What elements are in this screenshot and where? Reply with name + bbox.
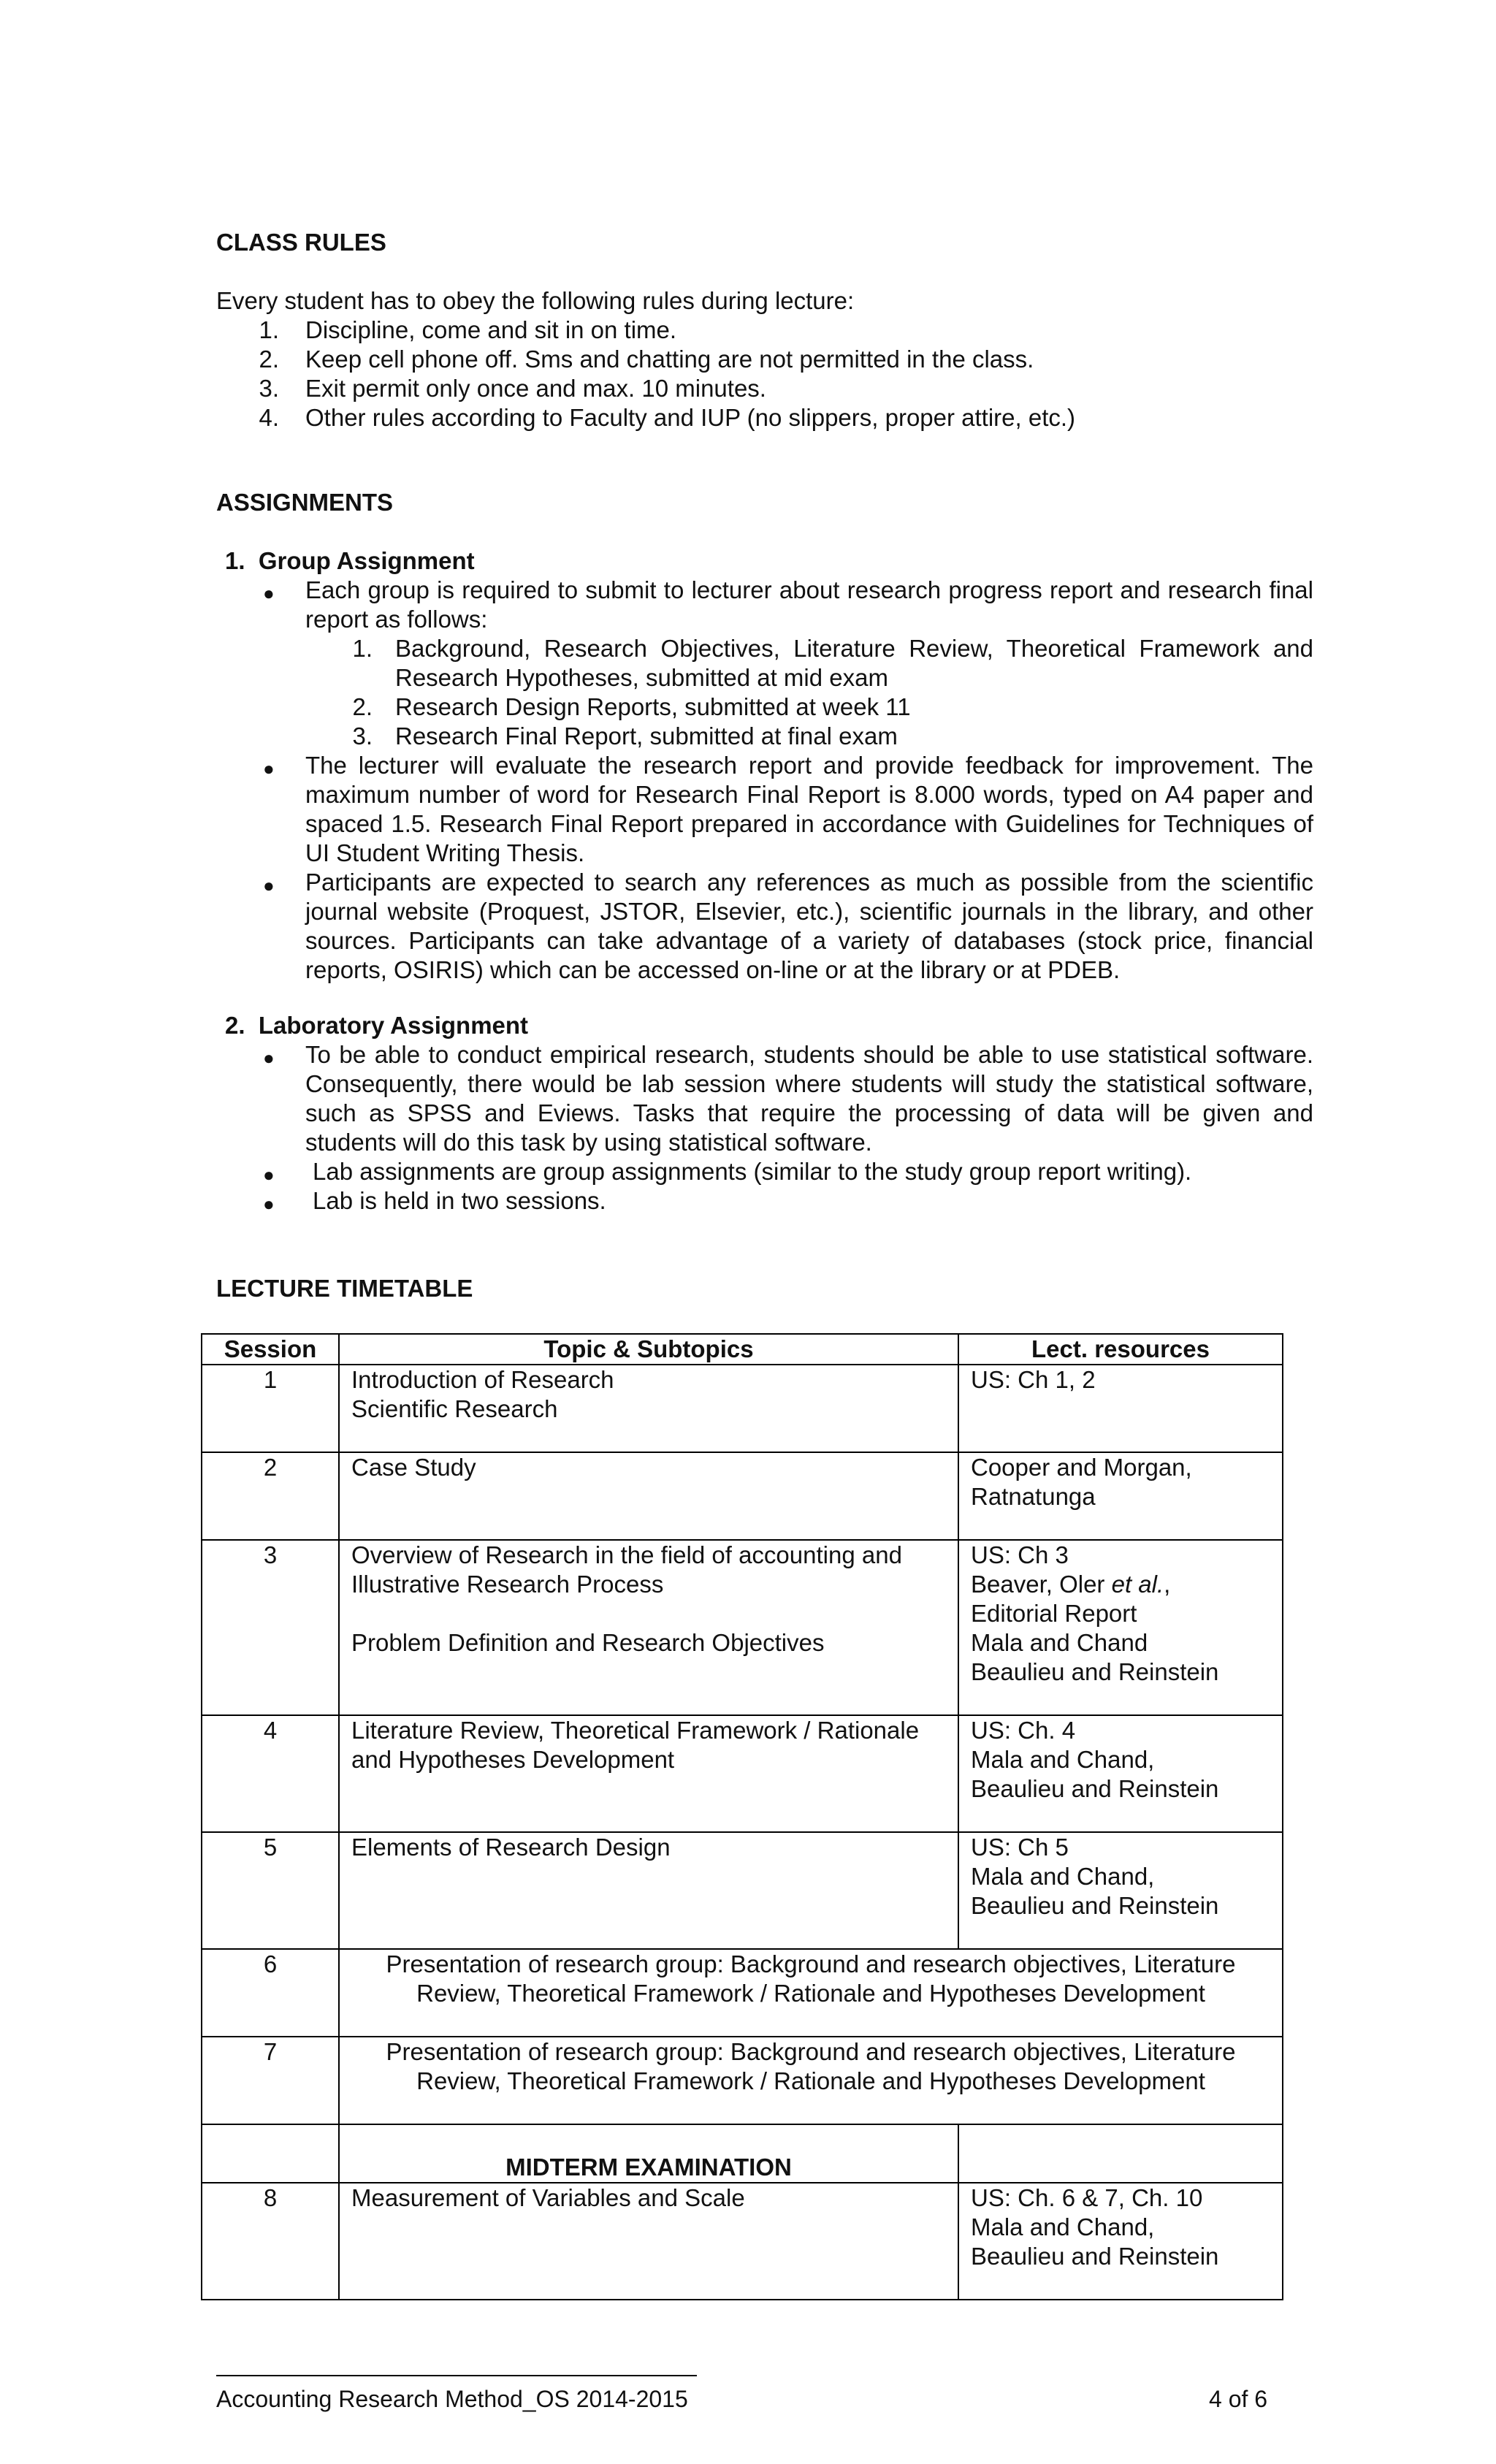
bullet-icon: ● (263, 582, 275, 604)
bullet-icon: ● (263, 758, 275, 779)
midterm-label: MIDTERM EXAMINATION (339, 2124, 958, 2183)
group-assignment-evaluation: The lecturer will evaluate the research report and provide feedback for improvement. The maximum number of word for Research Final Report is 8.000 words, typed on A4 paper and spaced 1.5. Research Final Report prepared in accordance with Guidelines for Techniques of UI Student Writing Thesis. (305, 752, 1313, 866)
list-item: Keep cell phone off. Sms and chatting are not permitted in the class. (305, 346, 1034, 373)
class-rules-intro: Every student has to obey the following rules during lecture: (216, 287, 855, 314)
footer-divider (216, 2375, 697, 2376)
table-row (202, 2183, 1283, 2300)
table-header-row (202, 1334, 1283, 1365)
footer-document-title: Accounting Research Method_OS 2014-2015 (216, 2386, 688, 2412)
session-number: 3 (202, 1540, 339, 1715)
lecture-timetable (201, 1333, 1283, 2300)
table-row (202, 1949, 1283, 2037)
session-number: 4 (202, 1715, 339, 1832)
session-number: 6 (202, 1949, 339, 2037)
table-row (202, 1452, 1283, 1540)
session-number: 5 (202, 1832, 339, 1949)
table-row-midterm (202, 2124, 1283, 2183)
column-header-resources: Lect. resources (958, 1334, 1283, 1365)
table-row (202, 1540, 1283, 1715)
session-number: 8 (202, 2183, 339, 2300)
table-row (202, 2037, 1283, 2124)
resources-cell: US: Ch. 6 & 7, Ch. 10 Mala and Chand, Beaulieu and Reinstein (958, 2183, 1283, 2300)
list-item: Other rules according to Faculty and IUP (no slippers, proper attire, etc.) (305, 404, 1076, 431)
group-assignment-references: Participants are expected to search any references as much as possible from the scientific journal website (Proquest, JSTOR, Elsevier, etc.), scientific journals in the library, and other sources. Participants can take advantage of a variety of databases (stock price, financial reports, OSIRIS) which can be accessed on-line or at the library or at PDEB. (305, 869, 1313, 983)
class-rules-heading: CLASS RULES (216, 229, 386, 256)
list-item: Research Design Reports, submitted at week 11 (395, 693, 911, 720)
bullet-icon: ● (263, 1193, 275, 1215)
lab-assignment-sessions: Lab is held in two sessions. (313, 1187, 606, 1214)
bullet-icon: ● (263, 874, 275, 896)
topic-cell: Case Study (339, 1452, 958, 1540)
topic-cell: Measurement of Variables and Scale (339, 2183, 958, 2300)
bullet-icon: ● (263, 1047, 275, 1069)
group-assignment-intro: Each group is required to submit to lecturer about research progress report and research final report as follows: (305, 576, 1313, 633)
lab-assignment-group: Lab assignments are group assignments (similar to the study group report writing). (313, 1158, 1192, 1185)
merged-topic-cell: Presentation of research group: Background and research objectives, Literature Review, Theoretical Framework / Rationale and Hypotheses Development (339, 1949, 1283, 2037)
resources-cell: US: Ch 5 Mala and Chand, Beaulieu and Reinstein (958, 1832, 1283, 1949)
table-row (202, 1365, 1283, 1452)
column-header-topic: Topic & Subtopics (339, 1334, 958, 1365)
lab-assignment-description: To be able to conduct empirical research, students should be able to use statistical software. Consequently, there would be lab session where students will study the statistical software, such as SPSS and Eviews. Tasks that require the processing of data will be given and students will do this task by using statistical software. (305, 1041, 1313, 1156)
topic-cell: Elements of Research Design (339, 1832, 958, 1949)
list-item: Exit permit only once and max. 10 minutes. (305, 375, 766, 402)
session-number: 1 (202, 1365, 339, 1452)
footer-page-number: 4 of 6 (1209, 2386, 1268, 2412)
session-number: 2 (202, 1452, 339, 1540)
lab-assignment-title: 2. Laboratory Assignment (225, 1012, 529, 1039)
resources-cell: US: Ch 3 Beaver, Oler et al., Editorial Report Mala and Chand Beaulieu and Reinstein (958, 1540, 1283, 1715)
table-row (202, 1715, 1283, 1832)
merged-topic-cell: Presentation of research group: Background and research objectives, Literature Review, Theoretical Framework / Rationale and Hypotheses Development (339, 2037, 1283, 2124)
assignments-heading: ASSIGNMENTS (216, 489, 394, 516)
resources-cell: Cooper and Morgan, Ratnatunga (958, 1452, 1283, 1540)
table-row (202, 1832, 1283, 1949)
group-assignment-title: 1. Group Assignment (225, 547, 475, 574)
resources-cell: US: Ch 1, 2 (958, 1365, 1283, 1452)
topic-cell: Introduction of Research Scientific Research (339, 1365, 958, 1452)
resources-cell: US: Ch. 4 Mala and Chand, Beaulieu and Reinstein (958, 1715, 1283, 1832)
list-item: Research Final Report, submitted at final exam (395, 722, 898, 750)
topic-cell: Literature Review, Theoretical Framework / Rationale and Hypotheses Development (339, 1715, 958, 1832)
timetable-heading: LECTURE TIMETABLE (216, 1275, 473, 1302)
column-header-session: Session (202, 1334, 339, 1365)
session-number: 7 (202, 2037, 339, 2124)
list-item: Background, Research Objectives, Literature Review, Theoretical Framework and Research Hypotheses, submitted at mid exam (395, 635, 1313, 691)
list-item: Discipline, come and sit in on time. (305, 316, 677, 343)
topic-cell: Overview of Research in the field of accounting and Illustrative Research Process Problem Definition and Research Objectives (339, 1540, 958, 1715)
bullet-icon: ● (263, 1164, 275, 1186)
